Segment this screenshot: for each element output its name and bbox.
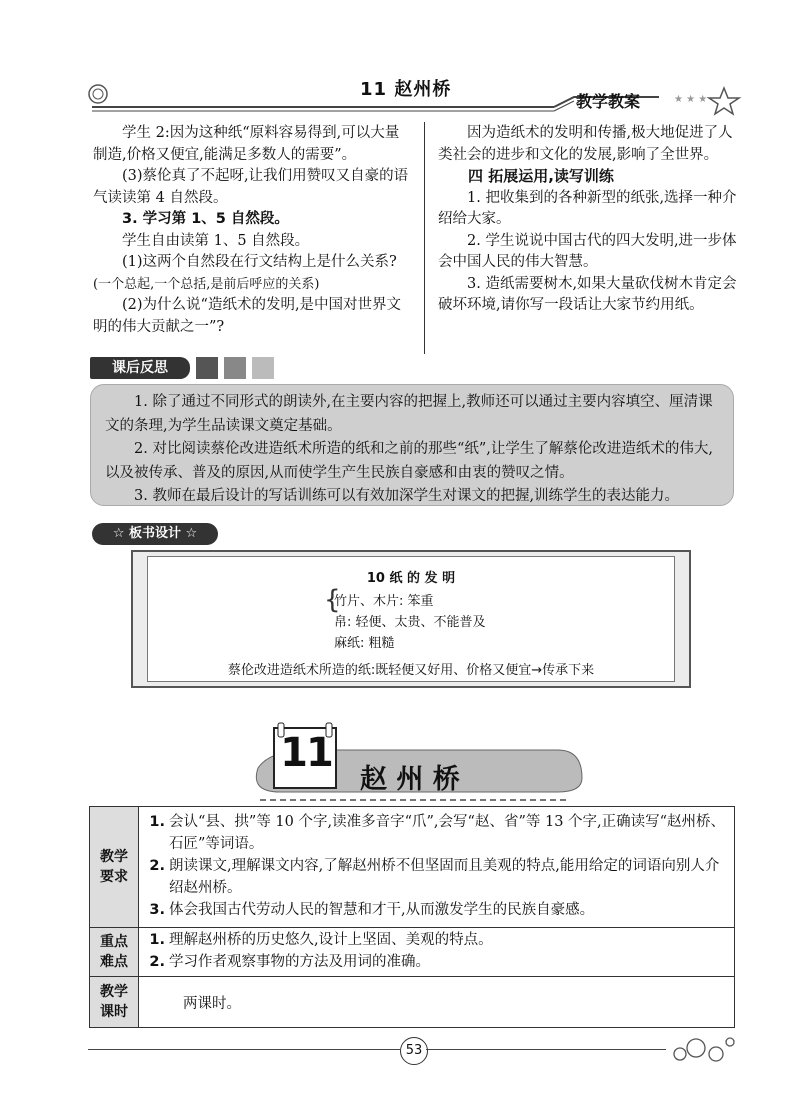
footer-rule-left (88, 1049, 400, 1050)
step-heading: 3. 学习第 1、5 自然段。 (122, 211, 289, 227)
section-heading: 四 拓展运用,读写训练 (468, 167, 614, 185)
paragraph: 学生 2:因为这种纸“原料容易得到,可以大量制造,价格又便宜,能满足多数人的需要”。 (93, 125, 400, 163)
board-desc: 粗糙 (368, 636, 395, 651)
time-cell: 两课时。 (139, 977, 735, 1028)
board-desc: 笨重 (407, 594, 434, 609)
table-row (90, 928, 735, 977)
board-rows (334, 591, 486, 654)
objectives-header: 教学 要求 (90, 807, 139, 928)
list-item: 1. 会认“县、拱”等 10 个字,读准多音字“爪”,会写“赵、省”等 13 个字,正确读写“赵州桥、石匠”等词语。 (149, 814, 726, 852)
board-row (334, 591, 486, 612)
board-material: 竹片、木片: (334, 594, 404, 609)
left-column (93, 123, 413, 338)
list-item: 2. 学习作者观察事物的方法及用词的准确。 (149, 954, 430, 970)
question: (2)为什么说“造纸术的发明,是中国对世界文明的伟大贡献之一”? (93, 297, 402, 335)
board-title: 10 纸 的 发 明 (366, 571, 456, 586)
board-row (334, 612, 486, 633)
lesson-number: 11 (280, 730, 332, 776)
board-conclusion: 蔡伦改进造纸术所造的纸:既轻便又好用、价格又便宜→传承下来 (227, 663, 595, 678)
decor-block (224, 357, 246, 379)
list-item: 1. 理解赵州桥的历史悠久,设计上坚固、美观的特点。 (149, 932, 493, 948)
paragraph: 学生自由读第 1、5 自然段。 (122, 232, 310, 249)
keypoints-cell (139, 928, 735, 977)
table-row (90, 977, 735, 1028)
lesson-table (89, 806, 735, 1028)
page-title: 11 赵州桥 (360, 79, 452, 100)
book-tag: 教学教案 (576, 92, 641, 111)
board-row (334, 633, 486, 654)
question: (1)这两个自然段在行文结构上是什么关系? (122, 254, 397, 270)
answer-note: (一个总起,一个总括,是前后呼应的关系) (93, 276, 320, 292)
board-material: 帛: (334, 615, 352, 630)
right-column (438, 123, 740, 317)
decor-block (252, 357, 274, 379)
table-row (90, 807, 735, 928)
board-inner (147, 556, 675, 682)
page-number: 53 (400, 1037, 428, 1065)
objectives-cell (139, 807, 735, 928)
footer-circles (668, 1032, 738, 1068)
reflection-box (90, 384, 734, 506)
reflection-label: 课后反思 (90, 357, 190, 379)
list-item: 2. 朗读课文,理解课文内容,了解赵州桥不但坚固而且美观的特点,能用给定的词语向别人介绍赵州桥。 (149, 858, 720, 896)
list-item: 2. 学生说说中国古代的四大发明,进一步体会中国人民的伟大智慧。 (438, 232, 737, 270)
brace-icon: { (324, 585, 341, 615)
reflection-item: 1. 除了通过不同形式的朗读外,在主要内容的把握上,教师还可以通过主要内容填空、厘清课文的条理,为学生品读课文奠定基础。 (105, 394, 713, 434)
board-material: 麻纸: (334, 636, 365, 651)
board (131, 550, 691, 688)
board-desc: 轻便、太贵、不能普及 (355, 615, 486, 630)
reflection-item: 3. 教师在最后设计的写话训练可以有效加深学生对课文的把握,训练学生的表达能力。 (134, 488, 680, 504)
keypoints-header: 重点 难点 (90, 928, 139, 977)
paragraph: (3)蔡伦真了不起呀,让我们用赞叹又自豪的语气读读第 4 自然段。 (93, 168, 409, 206)
paragraph: 因为造纸术的发明和传播,极大地促进了人类社会的进步和文化的发展,影响了全世界。 (438, 125, 733, 163)
column-divider (424, 122, 425, 354)
svg-text:★ ★ ★: ★ ★ ★ (674, 94, 708, 105)
footer-rule-right (426, 1049, 666, 1050)
decor-block (196, 357, 218, 379)
list-item: 1. 把收集到的各种新型的纸张,选择一种介绍给大家。 (438, 189, 737, 227)
list-item: 3. 体会我国古代劳动人民的智慧和才干,从而激发学生的民族自豪感。 (149, 902, 595, 918)
lesson-title: 赵 州 桥 (360, 764, 460, 795)
board-label: ☆ 板书设计 ☆ (92, 523, 218, 545)
time-header: 教学 课时 (90, 977, 139, 1028)
list-item: 3. 造纸需要树木,如果大量砍伐树木肯定会破坏环境,请你写一段话让大家节约用纸。 (438, 275, 737, 313)
reflection-item: 2. 对比阅读蔡伦改进造纸术所造的纸和之前的那些“纸”,让学生了解蔡伦改进造纸术的伟大,以及被传承、普及的原因,从而使学生产生民族自豪感和由衷的赞叹之情。 (105, 441, 713, 481)
